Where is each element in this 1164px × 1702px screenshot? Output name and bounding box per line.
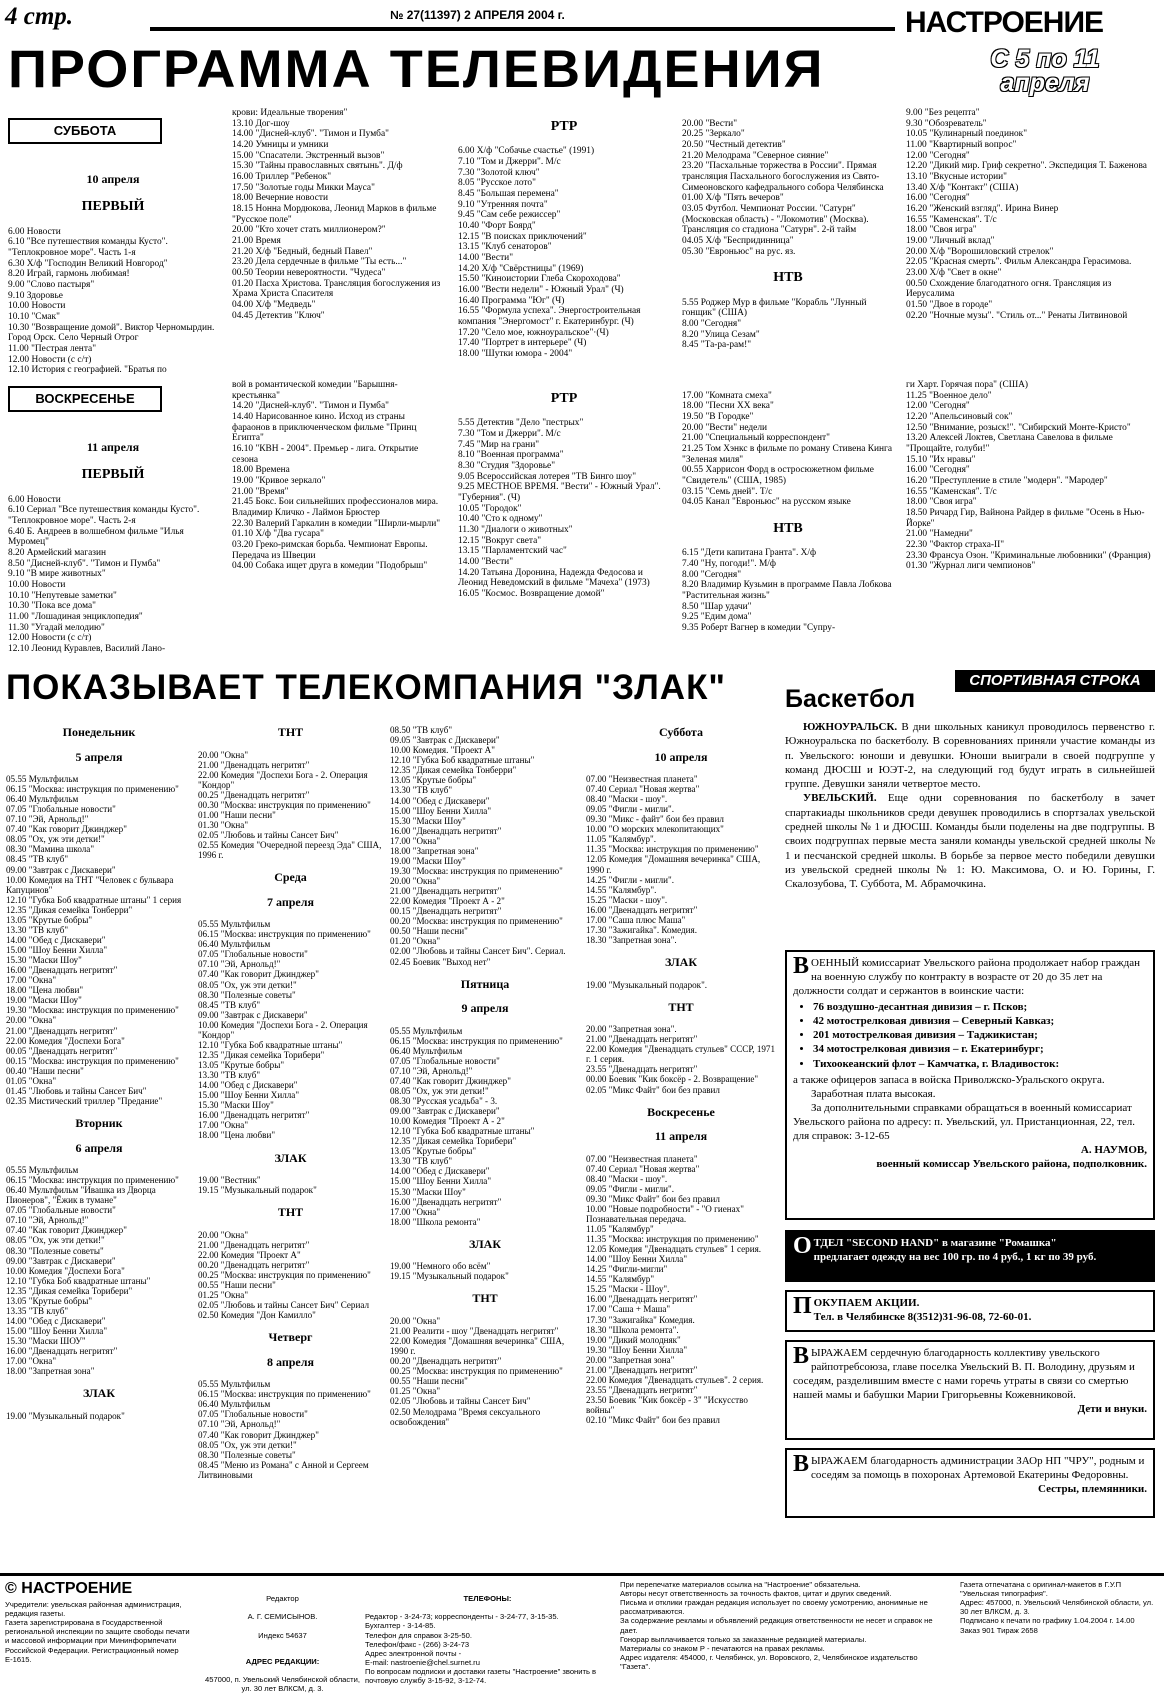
- footer-notes: При перепечатке материалов ссылка на "Настроение" обязательна. Авторы несут ответственность за точность фактов, цитат и других сведений. Письма и отклики граждан редакция использует по своему усмотрению, анонимные не рассматриваются. За содержание рекламы и объявлений редакция ответственности не несет и справок не дает. Гонорар выплачивается только за заказанные редакцией материалы. Материалы со знаком Р - печатаются на правах рекламы. Адрес издателя: 454000, г. Челябинск, ул. Воровского, 2, Челябинское издательство "Газета".: [620, 1580, 933, 1671]
- footer-address: 457000, п. Увельский Челябинской области, ул. 30 лет ВЛКСМ, д. 3.: [205, 1674, 360, 1694]
- zlak-listing-friday: 05.55 Мультфильм 06.15 "Москва: инструкция по применению" 06.40 Мультфильм 07.05 "Глобальные новости" 07.10 "Эй, Арнольд!" 07.40 "Как говорит Джинджер" 08.05 "Ох, уж эти детки!" 08.30 "Русская усадьба" - 3. 09.00 "Завтрак с Дискавери" 10.00 Комедия "Проект А - 2" 12.10 "Губка Боб квадратные штаны" 12.35 "Дикая семейка Торибери" 13.05 "Крутые бобры" 13.30 "ТВ клуб" 14.00 "Обед с Дискавери" 15.00 "Шоу Бенни Хилла" 15.30 "Маски Шоу" 16.00 "Двенадцать негритят" 17.00 "Окна" 18.00 "Школа ремонта": [390, 1025, 563, 1227]
- footer-editor: [205, 1585, 360, 1702]
- sat-channel-rtr: РТР: [550, 118, 578, 134]
- day-label-saturday: СУББОТА: [8, 118, 162, 144]
- page-number: 4 стр.: [5, 3, 74, 30]
- military-signature-name: А. НАУМОВ,: [1080, 1144, 1147, 1157]
- sport-article: [785, 720, 1155, 892]
- sat-listing-4: 20.00 "Вести" 20.25 "Зеркало" 20.50 "Честный детектив" 21.20 Мелодрама "Северное сияние" 23.20 "Пасхальные торжества в России". Прямая трансляция Пасхального богослужения из Свято-Симеоновского кафедрального собора Челябинска 01.00 Х/ф "Пять вечеров" 03.05 Футбол. Чемпионат России. "Сатурн" (Московская область) - "Локомотив" (Москва). Трансляция со стадиона "Сатурн". 2-й тайм 04.05 Х/ф "Беспридинница" 05.30 "Евроньюс" на рус. яз.: [682, 118, 884, 257]
- zlak-date-monday: 5 апреля: [75, 749, 123, 764]
- second-hand-text: предлагает одежду на вес 100 гр. по 4 руб., 1 кг по 39 руб.: [813, 1251, 1097, 1264]
- zlak-listing-sunday: 07.00 "Неизвестная планета" 07.40 Сериал "Новая жертва" 08.40 "Маски - шоу". 09.05 "Фигли - мигли". 09.30 "Микс Файт" бои без правил 10.00 "Новые подробности" - "О гиенах" Познавательная передача. 11.05 "Калямбур" 11.35 "Москва: инструкция по применению" 12.05 Комедия "Двенадцать стульев" 1 серия. 14.00 "Шоу Бенни Хилла" 14.25 "Фигли-мигли" 14.55 "Калямбур" 15.25 "Маски - Шоу". 16.00 "Двенадцать негритят" 17.00 "Саша + Маша" 17.30 "Зажигайка" Комедия. 18.30 "Школа ремонта". 19.00 "Дикий молодняк" 19.30 "Шоу Бенни Хилла" 20.00 "Запретная зона" 21.00 "Двенадцать негритят" 22.00 Комедия "Двенадцать стульев". 2 серия. 23.55 "Двенадцать негритят" 23.50 Боевик "Кик боксёр - 3" "Искусство войны" 02.10 "Микс Файт" бои без правил: [586, 1153, 764, 1426]
- military-dropcap: В: [793, 953, 810, 979]
- zlak-date-friday: 9 апреля: [461, 1001, 509, 1016]
- footer-address-label: АДРЕС РЕДАКЦИИ:: [245, 1656, 320, 1666]
- zlak-date-sunday: 11 апреля: [654, 1129, 708, 1144]
- sat-column-4: [682, 108, 894, 362]
- thanks2-text: ЫРАЖАЕМ благодарность администрации ЗАОр НП "ЧРУ", родным и соседям за помощь в похоронах Артемовой Екатерины Федоровны.: [811, 1455, 1145, 1482]
- second-hand-ad: [785, 1230, 1155, 1282]
- sport-heading: Баскетбол: [785, 685, 916, 713]
- day-label-sunday: ВОСКРЕСЕНЬЕ: [8, 386, 162, 412]
- sun-date: 11 апреля: [86, 439, 140, 454]
- zlak-title: ПОКАЗЫВАЕТ ТЕЛЕКОМПАНИЯ "ЗЛАК": [6, 668, 727, 707]
- second-hand-dropcap: О: [793, 1233, 812, 1259]
- zlak-channel-tnt: ТНТ: [277, 725, 304, 740]
- footer-editor-name: А. Г. СЕМИСЫНОВ.: [247, 1612, 318, 1622]
- sun-channel-rtr: РТР: [550, 390, 578, 406]
- military-unit: • 201 мотострелковая дивизия – Таджикистан;: [813, 1028, 1147, 1042]
- zlak-day-monday: Понедельник: [62, 725, 136, 740]
- zlak-date-thursday: 8 апреля: [267, 1354, 314, 1369]
- zlak-listing-thursday-cont: 08.50 "ТВ клуб" 09.05 "Завтрак с Дискавери" 10.00 Комедия. "Проект А" 12.10 "Губка Боб квадратные штаны" 12.35 "Дикая семейка Тонберри" 13.05 "Крутые бобры" 13.30 "ТВ клуб" 14.00 "Обед с Дискавери" 15.00 "Шоу Бенни Хилла" 15.30 "Маски Шоу" 16.00 "Двенадцать негритят" 17.00 "Окна" 18.00 "Запретная зона" 19.00 "Маски Шоу" 19.30 "Москва: инструкция по применению" 20.00 "Окна" 21.00 "Двенадцать негритят" 22.00 Комедия "Проект А - 2" 00.15 "Двенадцать негритят" 00.20 "Москва: инструкция по применению" 00.50 "Наши песни" 01.20 "Окна" 02.00 "Любовь и тайны Сансет Бич". Сериал. 02.45 Боевик "Выход нет": [390, 725, 566, 967]
- header-rule: [150, 27, 895, 31]
- military-contact: За дополнительными справками обращаться в военный комиссариат Увельского района по адресу: п. Увельский, ул. Пристанционная, 22, тел. для справок: 3-12-65: [793, 1101, 1135, 1142]
- sport-lead-1: ЮЖНОУРАЛЬСК.: [803, 721, 898, 733]
- zlak-column-3: [390, 715, 580, 1437]
- military-tail: а также офицеров запаса в войска Приволжско-Уральского округа.: [793, 1073, 1105, 1086]
- zlak-channel-tnt: ТНТ: [668, 999, 694, 1014]
- zlak-listing-thursday: 05.55 Мультфильм 06.15 "Москва: инструкция по применению" 06.40 Мультфильм 07.05 "Глобальные новости" 07.10 "Эй, Арнольд!" 07.40 "Как говорит Джинджер" 08.05 "Ох, уж эти детки!" 08.30 "Полезные советы" 08.45 "Меню из Романа" с Анной и Сергеем Литвиновыми: [198, 1379, 371, 1480]
- footer-logo: © НАСТРОЕНИЕ: [5, 1580, 133, 1597]
- footer-phones: [365, 1585, 610, 1694]
- zlak-date-wednesday: 7 апреля: [267, 894, 314, 909]
- thanks1-signature: Дети и внуки.: [1077, 1403, 1147, 1416]
- zlak-column-2: [198, 715, 383, 1490]
- military-unit: • 34 мотострелковая дивизия – г. Екатеринбург;: [813, 1042, 1147, 1056]
- sat-listing-1: 6.00 Новости 6.10 "Все путешествия команды Кусто". "Теплокровное море". Часть 1-я 6.30 Х/ф "Господин Великий Новгород" 8.20 Играй, гармонь любимая! 9.00 "Слово пастыря" 9.10 Здоровье 10.00 Новости 10.10 "Смак" 10.30 "Возвращение домой". Виктор Черномырдин. Город Орск. Село Черный Отрог 11.00 "Пестрая лента" 12.00 Новости (с с/т) 12.10 История с географией. "Братья по: [8, 226, 215, 376]
- zlak-channel-label: ЗЛАК: [274, 1150, 307, 1165]
- date-range: С 5 по 11 апреля: [990, 45, 1100, 97]
- sat-listing-4b: 5.55 Роджер Мур в фильме "Корабль "Лунный гонщик" (США) 8.00 "Сегодня" 8.20 "Улица Сезам" 8.45 "Та-ра-рам!": [682, 297, 867, 351]
- sat-channel-ntv: НТВ: [773, 270, 803, 286]
- sun-listing-1: 6.00 Новости 6.10 Сериал "Все путешествия команды Кусто". "Теплокровное море". Часть 2-я 6.40 Б. Андреев в волшебном фильме "Илья Муромец" 8.20 Армейский магазин 8.50 "Дисней-клуб". "Тимон и Пумба" 9.10 "В мире животных" 10.00 Новости 10.10 "Непутевые заметки" 10.30 "Пока все дома" 11.00 "Лошадиная энциклопедия" 11.30 "Угадай мелодию" 12.00 Новости (с с/т) 12.10 Леонид Куравлев, Василий Лано-: [8, 494, 200, 654]
- zlak-channel-label: ЗЛАК: [664, 955, 698, 970]
- zlak-day-friday: Пятница: [460, 976, 510, 991]
- military-unit: • 42 мотострелковая дивизия – Северный Кавказ;: [813, 1014, 1147, 1028]
- footer-index: Индекс 54637: [258, 1630, 307, 1640]
- zlak-listing-friday-tnt: 20.00 "Окна" 21.00 Реалити - шоу "Двенадцать негритят" 22.00 Комедия "Домашняя вечеринка" США, 1990 г. 00.20 "Двенадцать негритят" 00.25 "Москва: инструкция по применению" 00.55 "Наши песни" 01.25 "Окна" 02.05 "Любовь и тайны Сансет Бич" 02.50 Мелодрама "Время сексуального освобождения": [390, 1315, 565, 1427]
- thanks2-dropcap: В: [793, 1451, 810, 1477]
- sun-column-5: ги Харт. Горячая пора" (США) 11.25 "Военное дело" 12.00 "Сегодня" 12.20 "Апельсиновый сок" 12.50 "Внимание, розыск!". "Сибирский Монте-Кристо" 13.20 Алексей Локтев, Светлана Савелова в фильме "Прощайте, голуби!" 15.10 "Их нравы" 16.00 "Сегодня" 16.20 "Преступление в стиле "модерн". "Мародер" 16.55 "Каменская". Т/с 18.00 "Своя игра" 18.50 Ричард Гир, Вайнона Райдер в фильме "Осень в Нью-Йорке" 21.00 "Намедни" 22.30 "Фактор страха-II" 23.30 Франсуа Озон. "Криминальные любовники" (Франция) 01.30 "Журнал лиги чемпионов": [906, 380, 1151, 572]
- thanks1-text: ЫРАЖАЕМ сердечную благодарность коллективу увельского райпотребсоюза, главе поселка Увельский В. П. Володину, друзьям и соседям, разделившим вместе с нами горечь утраты в связи со смертью нашей мамы и бабушки Марии Григорьевны Кожевниковой.: [793, 1347, 1135, 1402]
- zlak-column-1: [6, 715, 192, 1431]
- shares-phone: Тел. в Челябинске 8(3512)31-96-08, 72-60-01.: [813, 1311, 1032, 1324]
- sun-channel-ntv: НТВ: [773, 520, 803, 536]
- shares-title: ОКУПАЕМ АКЦИИ.: [813, 1297, 920, 1309]
- zlak-day-saturday: Суббота: [659, 725, 703, 740]
- sat-date: 10 апреля: [86, 171, 140, 186]
- military-intro: ОЕННЫЙ комиссариат Увельского района продолжает набор граждан на военную службу по контракту в возрасте от 20 до 35 лет на должности солдат и сержантов в воинские части:: [793, 957, 1141, 998]
- sun-listing-4b: 6.15 "Дети капитана Гранта". Х/ф 7.40 "Ну, погоди!". М/ф 8.00 "Сегодня" 8.20 Владимир Кузьмин в программе Павла Лобкова "Растительная жизнь" 8.50 "Шар удачи" 9.25 "Едим дома" 9.35 Роберт Вагнер в комедии "Супру-: [682, 548, 892, 633]
- zlak-listing-wednesday-tnt: 20.00 "Окна" 21.00 "Двенадцать негритят" 22.00 Комедия "Проект А" 00.20 "Двенадцать негритят" 00.25 "Москва: инструкция по применению" 00.55 "Наши песни" 01.25 "Окна" 02.05 "Любовь и тайны Сансет Бич" Сериал 02.50 Комедия "Дон Камилло": [198, 1229, 371, 1321]
- zlak-listing-monday: 05.55 Мультфильм 06.15 "Москва: инструкция по применению" 06.40 Мультфильм 07.05 "Глобальные новости" 07.10 "Эй, Арнольд!" 07.40 "Как говорит Джинджер" 08.05 "Ох, уж эти детки!" 08.30 "Мамина школа" 08.45 "ТВ клуб" 09.00 "Завтрак с Дискавери" 10.00 Комедия на ТНТ "Человек с бульвара Капуцинов" 12.10 "Губка Боб квадратные штаны" 1 серия 12.35 "Дикая семейка Тонберри" 13.05 "Крутые бобры" 13.30 "ТВ клуб" 14.00 "Обед с Дискавери" 15.00 "Шоу Бенни Хилла" 15.30 "Маски Шоу" 16.00 "Двенадцать негритят" 17.00 "Окна" 18.00 "Цена любви" 19.00 "Маски Шоу" 19.30 "Москва: инструкция по применению" 20.00 "Окна" 21.00 "Двенадцать негритят" 22.00 Комедия "Доспехи Бога" 00.05 "Двенадцать негритят" 00.15 "Москва: инструкция по применению" 00.40 "Наши песни" 01.05 "Окна" 01.45 "Любовь и тайны Сансет Бич" 02.35 Мистический триллер "Предание": [6, 773, 182, 1106]
- zlak-channel-tnt: ТНТ: [277, 1205, 304, 1220]
- sun-channel-1: ПЕРВЫЙ: [81, 466, 145, 482]
- zlak-day-thursday: Четверг: [268, 1330, 313, 1345]
- sat-column-1: [8, 162, 218, 387]
- shares-dropcap: П: [793, 1293, 812, 1319]
- zlak-date-saturday: 10 апреля: [654, 749, 708, 764]
- zlak-listing-saturday: 07.00 "Неизвестная планета" 07.40 Сериал "Новая жертва" 08.40 "Маски - шоу". 09.05 "Фигли - мигли". 09.30 "Микс - файт" бои без правил 10.00 "О морских млекопитающих" 11.05 "Калямбур". 11.35 "Москва: инструкция по применению" 12.05 Комедия "Домашняя вечеринка" США, 1990 г. 14.25 "Фигли - мигли". 14.55 "Калямбур". 15.25 "Маски - шоу". 16.00 "Двенадцать негритят" 17.00 "Саша плюс Маша" 17.30 "Зажигайка". Комедия. 18.30 "Запретная зона".: [586, 773, 761, 945]
- military-unit-list: [813, 1000, 1147, 1070]
- sat-column-2: крови: Идеальные творения" 13.10 Дог-шоу 14.00 "Дисней-клуб". "Тимон и Пумба" 14.20 Умницы и умники 15.00 "Спасатели. Экстренный вызов" 15.30 "Тайны православных святынь". Д/ф 16.00 Триллер "Ребенок" 17.50 "Золотые годы Микки Мауса" 18.00 Вечерние новости 18.15 Нонна Мордюкова, Леонид Марков в фильме "Русское поле" 20.00 "Кто хочет стать миллионером?" 21.00 Время 21.20 Х/ф "Бедный, бедный Павел" 23.20 Дела сердечные в фильме "Ты есть..." 00.50 Теории невероятности. "Чудеса" 01.20 Пасха Христова. Трансляция богослужения из Храма Христа Спасителя 04.00 Х/ф "Медведь" 04.45 Детектив "Ключ": [232, 108, 441, 321]
- sun-listing-4: 17.00 "Комната смеха" 18.00 "Песни XX века" 19.50 "В Городке" 20.00 "Вести" недели 21.00 "Специальный корреспондент" 21.25 Том Хэнкс в фильме по роману Стивена Кинга "Зеленая миля" 00.55 Харрисон Форд в остросюжетном фильме "Свидетель" (США, 1985) 03.15 "Семь дней". Т/с 04.05 Канал "Евроньюс" на русском языке: [682, 390, 893, 508]
- sat-listing-3: 6.00 Х/ф "Собачье счастье" (1991) 7.10 "Том и Джерри". М/с 7.30 "Золотой ключ" 8.05 "Русское лото" 8.45 "Большая перемена" 9.10 "Утренняя почта" 9.45 "Сам себе режиссер" 10.40 "Форт Боярд" 12.15 "В поисках приключений" 13.15 "Клуб сенаторов" 14.00 "Вести" 14.20 Х/ф "Свёрстницы" (1969) 15.50 "Киноистории Глеба Скороходова" 16.00 "Вести недели" - Южный Урал" (Ч) 16.40 Программа "Юг" (Ч) 16.55 "Формула успеха". Энергостроительная компания "Энергомост" г. Екатеринбург. (Ч) 17.20 "Село мое, южноуральское"·(Ч) 17.40 "Портрет в интерьере" (Ч) 18.00 "Шутки юмора - 2004": [458, 146, 641, 359]
- footer-print-info: Газета отпечатана с оригинал-макетов в Г.У.П "Увельская типография". Адрес: 457000, п. Увельский Челябинской области, ул. 30 лет ВЛКСМ, д. 3. Подписано к печати по графику 1.04.2004 г. 14.00 Заказ 901 Тираж 2658: [960, 1580, 1154, 1635]
- sun-column-3: [458, 380, 670, 610]
- thanks1-dropcap: В: [793, 1343, 810, 1369]
- zlak-listing-tuesday-zlak: 19.00 "Музыкальный подарок": [6, 1410, 125, 1421]
- thanks-ad-1: [785, 1340, 1155, 1440]
- shares-ad: [785, 1290, 1155, 1332]
- zlak-listing-wednesday-zlak: 19.00 "Вестник" 19.15 "Музыкальный подарок": [198, 1175, 317, 1196]
- zlak-day-wednesday: Среда: [274, 870, 307, 885]
- main-title: ПРОГРАММА ТЕЛЕВИДЕНИЯ: [8, 40, 825, 99]
- brand-logo: НАСТРОЕНИЕ: [905, 6, 1104, 39]
- zlak-listing-wednesday: 05.55 Мультфильм 06.15 "Москва: инструкция по применению" 06.40 Мультфильм 07.05 "Глобальные новости" 07.10 "Эй, Арнольд!" 07.40 "Как говорит Джинджер" 08.05 "Ох, уж эти детки!" 08.30 "Полезные советы" 08.45 "ТВ клуб" 09.00 "Завтрак с Дискавери" 10.00 Комедия "Доспехи Бога - 2. Операция "Кондор" 12.10 "Губка Боб квадратные штаны" 12.35 "Дикая семейка Торибери" 13.05 "Крутые бобры" 13.30 "ТВ клуб" 14.00 "Обед с Дискавери" 15.00 "Шоу Бенни Хилла" 15.30 "Маски Шоу" 16.00 "Двенадцать негритят" 17.00 "Окна" 18.00 "Цена любви": [198, 919, 371, 1141]
- footer-rule: [0, 1573, 1164, 1576]
- second-hand-title: ТДЕЛ "SECOND HAND" в магазине "Ромашка": [813, 1237, 1057, 1249]
- zlak-listing-tuesday-tnt: 20.00 "Окна" 21.00 "Двенадцать негритят" 22.00 Комедия "Доспехи Бога - 2. Операция "Кондор" 00.25 "Двенадцать негритят" 00.30 "Москва: инструкция по применению" 01.00 "Наши песни" 01.30 "Окна" 02.05 "Любовь и тайны Сансет Бич" 02.55 Комедия "Очередной переезд Эда" США, 1996 г.: [198, 749, 382, 861]
- military-ad: [785, 950, 1155, 1220]
- military-pay: Заработная плата высокая.: [811, 1087, 936, 1100]
- sport-para-1: В дни школьных каникул проводилось первенство г. Южноуральска по баскетболу. В соревнованиях приняли участие команды из п. Увельского: юноши и девушки. Юноши выиграли в своей подгруппе у команд ДЮСШ и ЮЭТ-2, на следующий год будут играть в сильнейшей группе. Девушки заняли четвертое место.: [785, 721, 1155, 791]
- footer-phones-label: ТЕЛЕФОНЫ:: [463, 1594, 512, 1604]
- footer-founders: Учредители: увельская районная администрация, редакция газеты. Газета зарегистрирована в Государственной региональной инспекции по защите свободы печати и массовой информации при Мининформпечати Российской Федерации. Регистрационный номер Е-1615.: [5, 1600, 190, 1664]
- sun-column-1: [8, 430, 218, 665]
- zlak-date-tuesday: 6 апреля: [75, 1140, 123, 1155]
- sun-column-4: [682, 380, 894, 644]
- zlak-column-4: [586, 715, 776, 1435]
- sat-column-3: [458, 108, 670, 370]
- zlak-listing-friday-zlak: 19.00 "Немного обо всём" 19.15 "Музыкальный подарок": [390, 1261, 509, 1282]
- military-unit: • 76 воздушно-десантная дивизия – г. Псков;: [813, 1000, 1147, 1014]
- sun-column-2: вой в романтической комедии "Барышня-крестьянка" 14.20 "Дисней-клуб". "Тимон и Пумба" 14.40 Нарисованное кино. Исход из страны фараонов в приключенческом фильме "Принц Египта" 16.10 "КВН - 2004". Премьер - лига. Открытие сезона 18.00 Времена 19.00 "Кривое зеркало" 21.00 "Время" 21.45 Бокс. Бои сильнейших профессионалов мира. Владимир Кличко - Лаймон Брюстер 22.30 Валерий Гаркалин в комедии "Ширли-мырли" 01.10 Х/ф "Два гусара" 03.20 Греко-римская борьба. Чемпионат Европы. Передача из Швеции 04.00 Собака ищет друга в комедии "Подобрыш": [232, 380, 441, 572]
- sport-lead-2: УВЕЛЬСКИЙ.: [803, 792, 877, 805]
- sat-channel-1: ПЕРВЫЙ: [81, 198, 145, 214]
- sport-banner: СПОРТИВНАЯ СТРОКА: [955, 670, 1155, 692]
- zlak-day-tuesday: Вторник: [75, 1116, 123, 1131]
- footer-phones-text: Редактор - 3-24-73; корреспонденты - 3-24-77, 3-15-35. Бухгалтер - 3-14-85. Телефон для справок 3-25-50. Телефон/факс - (266) 3-24-73 Адрес электронной почты - E-mail: nastroenie@chel.surnet.ru По вопросам подписки и доставки газеты "Настроение" звонить в почтовую службу 3-15-92, 3-12-74.: [365, 1612, 597, 1686]
- zlak-listing-saturday-tnt: 20.00 "Запретная зона". 21.00 "Двенадцать негритят" 22.00 Комедия "Двенадцать стульев" СССР, 1971 г. 1 серия. 23.55 "Двенадцать негритят" 00.00 Боевик "Кик боксёр - 2. Возвращение" 02.05 "Микс Файт" бои без правил: [586, 1024, 776, 1095]
- military-unit: • Тихоокеанский флот – Камчатка, г. Владивосток:: [813, 1057, 1147, 1071]
- sport-para-2: Еще одни соревнования по баскетболу в зачет спартакиады школьников среди девушек проводились в спортзалах увельской средней школы № 1 и ДЮСШ. Команды были поделены на две подгруппы. В своих подгруппах первые места заняли команды увельской средней школы № 1 и песчанской средней школы. В борьбе за первое место победили девушки из увельской средней школы № 1: Ю. Максимова, О. и Ю. Горины, Г. Скалозубова, Т. Суббота, М. Абрамочкина.: [785, 792, 1155, 891]
- zlak-channel-label: ЗЛАК: [468, 1236, 502, 1251]
- thanks2-signature: Сестры, племянники.: [1038, 1483, 1147, 1496]
- sun-listing-3: 5.55 Детектив "Дело "пестрых" 7.30 "Том и Джерри". М/с 7.45 "Мир на грани" 8.10 "Военная программа" 8.30 "Студия "Здоровье" 9.05 Всероссийская лотерея "ТВ Бинго шоу" 9.25 МЕСТНОЕ ВРЕМЯ. "Вести" - Южный Урал". "Губерния". (Ч) 10.05 "Городок" 10.40 "Сто к одному" 11.30 "Диалоги о животных" 12.15 "Вокруг света" 13.15 "Парламентский час" 14.00 "Вести" 14.20 Татьяна Доронина, Надежда Федосова и Леонид Неведомский в фильме "Мачеха" (1973) 16.05 "Космос. Возвращение домой": [458, 418, 661, 599]
- footer-editor-label: Редактор: [266, 1594, 299, 1604]
- zlak-channel-tnt: ТНТ: [472, 1291, 498, 1306]
- zlak-channel-label: ЗЛАК: [82, 1386, 116, 1401]
- zlak-listing-saturday-zlak: 19.00 "Музыкальный подарок".: [586, 979, 708, 990]
- military-signature-title: военный комиссар Увельского района, подполковник.: [876, 1158, 1147, 1171]
- zlak-listing-tuesday: 05.55 Мультфильм 06.15 "Москва: инструкция по применению" 06.40 Мультфильм "Ивашка из Дворца Пионеров", "Ёжик в тумане" 07.05 "Глобальные новости" 07.10 "Эй, Арнольд!" 07.40 "Как говорит Джинджер" 08.05 "Ох, уж эти детки!" 08.30 "Полезные советы" 09.00 "Завтрак с Дискавери" 10.00 Комедия "Доспехи Бога" 12.10 "Губка Боб квадратные штаны" 12.35 "Дикая семейка Торибери" 13.05 "Крутые бобры" 13.35 "ТВ клуб" 14.00 "Обед с Дискавери" 15.00 "Шоу Бенни Хилла" 15.30 "Маски ШОУ" 16.00 "Двенадцать негритят" 17.00 "Окна" 18.00 "Запретная зона": [6, 1165, 179, 1377]
- issue-info: № 27(11397) 2 АПРЕЛЯ 2004 г.: [390, 8, 565, 22]
- sat-column-5: 9.00 "Без рецепта" 9.30 "Обозреватель" 10.05 "Кулинарный поединок" 11.00 "Квартирный вопрос" 12.00 "Сегодня" 12.20 "Дикий мир. Гриф секретно". Экспедиция Т. Баженова 13.10 "Вкусные истории" 13.40 Х/ф "Контакт" (США) 16.00 "Сегодня" 16.20 "Женский взгляд". Ирина Винер 16.55 "Каменская". Т/с 18.00 "Своя игра" 19.00 "Личный вклад" 20.00 Х/ф "Ворошиловский стрелок" 22.05 "Красная смерть". Фильм Александра Герасимова. 23.00 Х/ф "Свет в окне" 00.50 Схождение благодатного огня. Трансляция из Иерусалима 01.50 "Двое в городе" 02.20 "Ночные музы". "Стиль от..." Ренаты Литвиновой: [906, 108, 1147, 321]
- zlak-day-sunday: Воскресенье: [647, 1104, 715, 1119]
- thanks-ad-2: [785, 1448, 1155, 1518]
